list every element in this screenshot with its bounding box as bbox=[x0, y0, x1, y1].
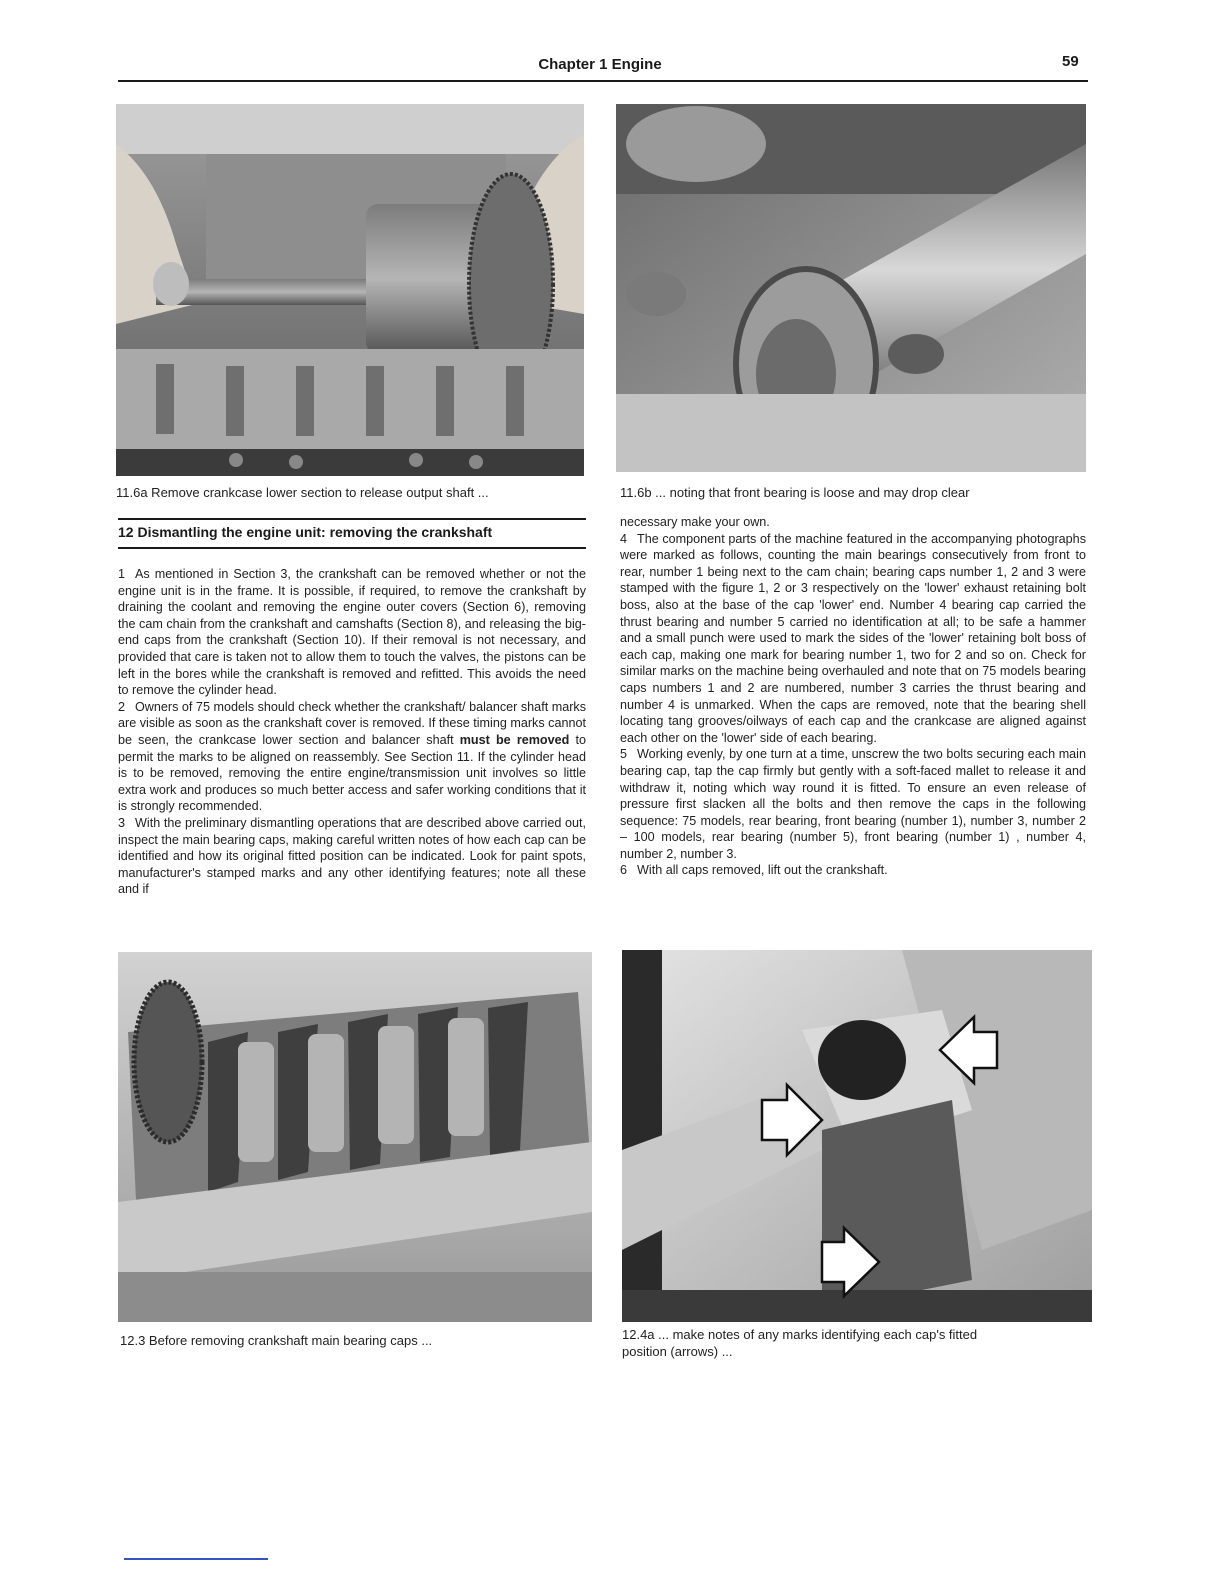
photo-11-6a bbox=[116, 104, 584, 476]
photo-11-6b bbox=[616, 104, 1086, 472]
paragraph-4: 4 The component parts of the machine featured in the accompanying photographs were marked as follows, counting the main bearings consecutively from front to rear, number 1 being next to the cam chain; bearing caps number 1, 2 and 3 were stamped with the figure 1, 2 or 3 respectively on the 'lower' exhaust retaining bolt boss, also at the base of the cap 'lower' end. Number 4 bearing cap carried the thrust bearing and number 5 carried no identification at all; to be safe a hammer and a small punch were used to mark the sides of the 'lower' retaining bolt boss of each cap, making one mark for bearing number 1, two for 2 and so on. Check for similar marks on the machine being overhauled and note that on 75 models bearing caps numbers 1 and 2 are numbered, number 3 carries the thrust bearing and number 4 is unmarked. When the caps are removed, note that the bearing shell locating tang grooves/oilways of each cap and the crankcase are aligned against each other on the 'lower' side of each bearing. bbox=[620, 531, 1086, 745]
paragraph-5: 5 Working evenly, by one turn at a time, unscrew the two bolts securing each main bearing cap, tap the cap firmly but gently with a soft-faced mallet to release it and withdraw it, noting which way round it is fitted. To ensure an even release of pressure first slacken all the bolts and then remove the caps in the following sequence: 75 models, rear bearing, front bearing (number 1), number 3, number 2 – 100 models, rear bearing (number 5), front bearing (number 1) , number 4, number 2, number 3. bbox=[620, 747, 1086, 861]
section-heading: 12 Dismantling the engine unit: removing the crankshaft bbox=[118, 524, 493, 540]
caption-12-4a-line2: position (arrows) ... bbox=[622, 1344, 733, 1359]
caption-11-6b: 11.6b ... noting that front bearing is loose and may drop clear bbox=[620, 485, 970, 500]
paragraph-3: 3 With the preliminary dismantling operations that are described above carried out, inspect the main bearing caps, making careful written notes of how each cap can be identified and how its original fitted position can be indicated. Look for paint spots, manufacturer's stamped marks and any other identifying features; note all these and if bbox=[118, 815, 586, 897]
paragraph-6: 6 With all caps removed, lift out the crankshaft. bbox=[620, 863, 888, 878]
paragraph-1: 1 As mentioned in Section 3, the crankshaft can be removed whether or not the engine unit is in the frame. It is possible, if required, to remove the crankshaft by draining the coolant and removing the engine outer covers (Section 6), removing the cam chain from the crankshaft and camshafts (Section 8), and releasing the big-end caps from the crankshaft (Section 10). If their removal is not necessary, and provided that care is taken not to allow them to touch the valves, the pistons can be left in the bores while the crankshaft is removed and refitted. This avoids the need to remove the cylinder head. bbox=[118, 567, 586, 698]
header-rule bbox=[118, 80, 1088, 82]
section-rule-top bbox=[118, 518, 586, 520]
running-header-title: Chapter 1 Engine bbox=[538, 56, 662, 73]
caption-11-6a: 11.6a Remove crankcase lower section to release output shaft ... bbox=[116, 485, 489, 500]
caption-12-3: 12.3 Before removing crankshaft main bearing caps ... bbox=[120, 1333, 433, 1348]
left-text-column bbox=[118, 566, 586, 898]
right-text-column bbox=[620, 514, 1086, 879]
footer-rule bbox=[124, 1558, 268, 1560]
paragraph-3-cont: necessary make your own. bbox=[620, 515, 770, 529]
paragraph-2: 2 Owners of 75 models should check whether the crankshaft/ balancer shaft marks are visible as soon as the crankshaft cover is removed. If these timing marks cannot be seen, the crankcase lower section and balancer shaft must be removed to permit the marks to be aligned on reassembly. See Section 11. If the cylinder head is to be removed, removing the entire engine/transmission unit involves so little extra work and produces so much better access and safer working conditions that it is strongly recommended. bbox=[118, 699, 586, 814]
section-rule-bottom bbox=[118, 547, 586, 549]
photo-12-4a bbox=[622, 950, 1092, 1322]
photo-12-3 bbox=[118, 952, 592, 1322]
page-number: 59 bbox=[1062, 53, 1079, 70]
caption-12-4a-line1: 12.4a ... make notes of any marks identifying each cap's fitted bbox=[622, 1327, 978, 1342]
caption-12-4a bbox=[622, 1326, 1092, 1360]
